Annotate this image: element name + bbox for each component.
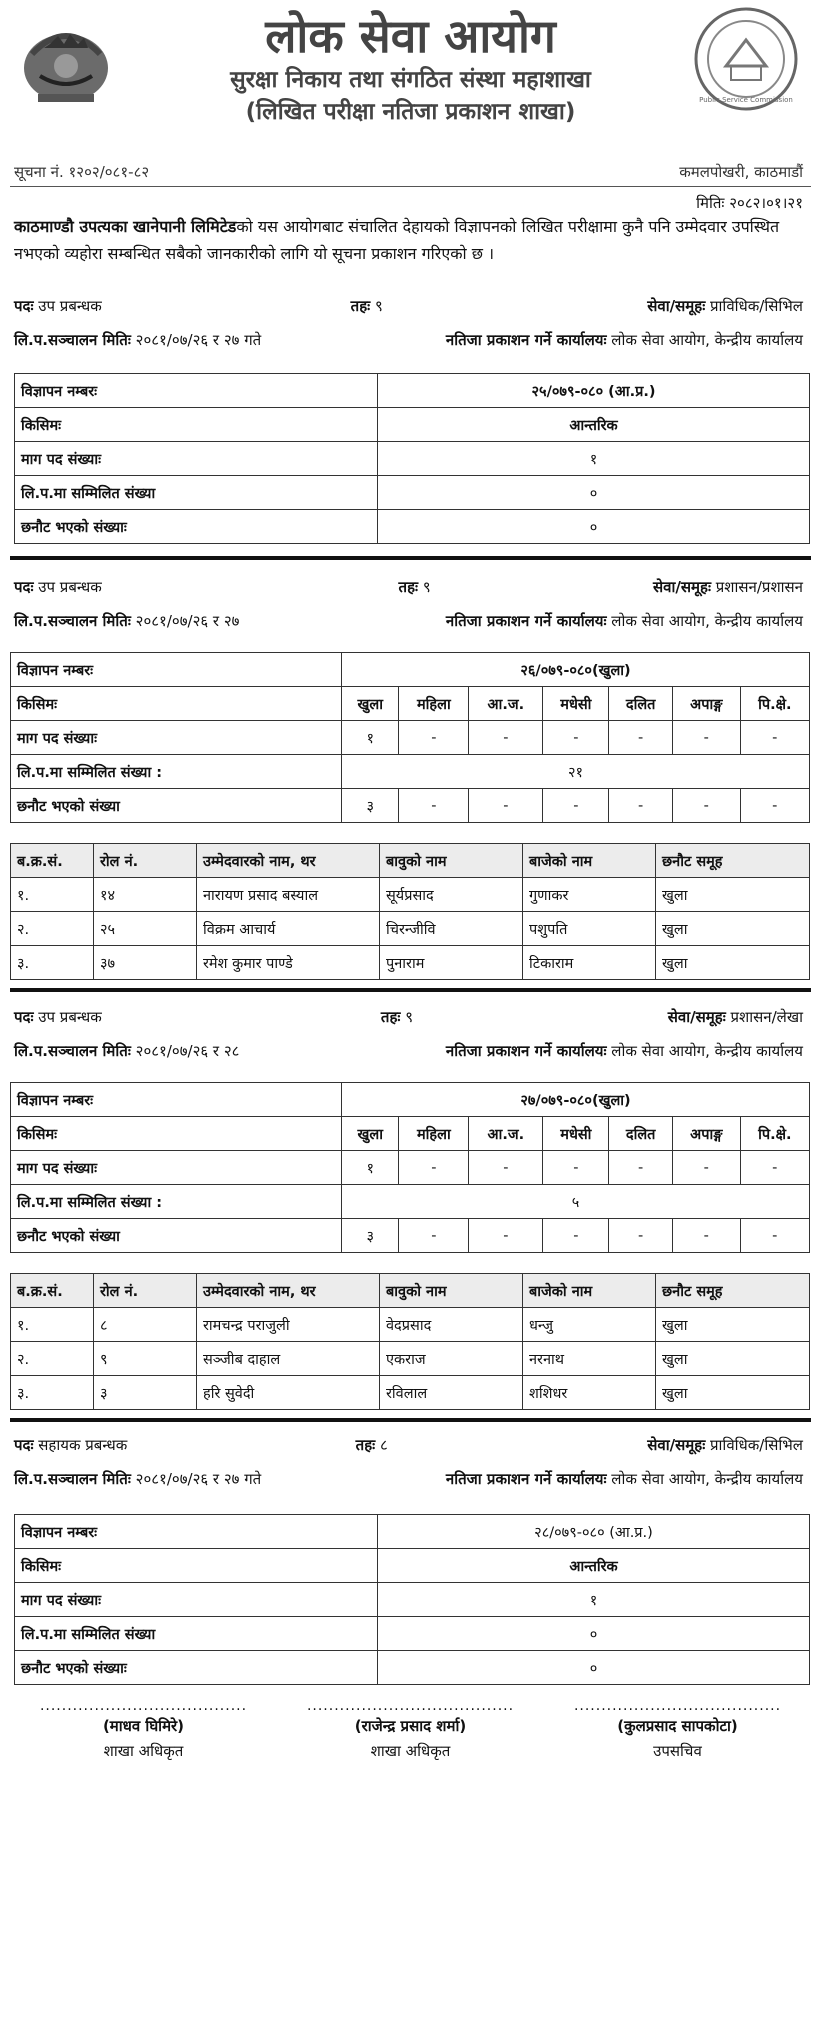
type-value: आन्तरिक bbox=[378, 1549, 810, 1583]
page-title: लोक सेवा आयोग bbox=[265, 9, 556, 63]
office-value: लोक सेवा आयोग, केन्द्रीय कार्यालय bbox=[611, 1470, 803, 1488]
cell: रामचन्द्र पराजुली bbox=[197, 1308, 380, 1342]
cell: ३ bbox=[94, 1376, 197, 1410]
demand-cell: - bbox=[469, 1151, 543, 1185]
signatory: ...................................... (माधव घिमिरे) शाखा अधिकृत bbox=[40, 1699, 247, 1763]
demand-cell: - bbox=[399, 721, 469, 755]
level-value: ९ bbox=[374, 297, 383, 315]
demand-label: माग पद संख्याः bbox=[11, 1151, 342, 1185]
exam-date-value: २०८१/०७/२६ र २७ bbox=[135, 612, 240, 630]
table-row bbox=[11, 1376, 810, 1410]
advertisement-table bbox=[10, 1082, 810, 1253]
category-cell: आ.ज. bbox=[469, 687, 543, 721]
psc-logo-icon bbox=[691, 4, 801, 114]
selected-cell: - bbox=[399, 789, 469, 823]
level-value: ९ bbox=[405, 1008, 414, 1026]
selected-cell: - bbox=[543, 789, 609, 823]
section-divider bbox=[10, 1418, 811, 1422]
type-label: किसिमः bbox=[11, 687, 342, 721]
type-value: आन्तरिक bbox=[378, 408, 810, 442]
table-row bbox=[11, 912, 810, 946]
post-value: उप प्रबन्धक bbox=[38, 297, 102, 315]
demand-cell: - bbox=[672, 721, 740, 755]
category-cell: मधेसी bbox=[543, 1117, 609, 1151]
adv-no-label: विज्ञापन नम्बरः bbox=[11, 653, 342, 687]
post-label: पदः bbox=[14, 1436, 34, 1454]
adv-no-label: विज्ञापन नम्बरः bbox=[11, 1083, 342, 1117]
notice-number: सूचना नं. १२०२/०८१-८२ bbox=[14, 163, 150, 181]
cell: धन्जु bbox=[523, 1308, 656, 1342]
post-value: उप प्रबन्धक bbox=[38, 1008, 102, 1026]
column-header: बाजेको नाम bbox=[523, 844, 656, 878]
notice-bar bbox=[10, 160, 811, 187]
intro-text: को यस आयोगबाट संचालित देहायको विज्ञापनको लिखित परीक्षामा कुनै पनि उम्मेदवार उपस्थित नभएको व्यहोरा सम्बन्धित सबैको जानकारीको लागि यो सूचना प्रकाशन गरिएको छ । bbox=[14, 217, 780, 263]
demand-cell: - bbox=[609, 721, 673, 755]
demand-label: माग पद संख्याः bbox=[15, 442, 378, 476]
selected-cell: - bbox=[740, 1219, 809, 1253]
section-title: (लिखित परीक्षा नतिजा प्रकाशन शाखा) bbox=[245, 99, 576, 125]
column-header: उम्मेदवारको नाम, थर bbox=[197, 844, 380, 878]
section-meta bbox=[10, 1000, 811, 1068]
advertisement-table bbox=[14, 373, 810, 544]
cell: ३. bbox=[11, 1376, 94, 1410]
column-header: रोल नं. bbox=[94, 1274, 197, 1308]
column-header: ब.क्र.सं. bbox=[11, 844, 94, 878]
category-cell: पि.क्षे. bbox=[740, 687, 809, 721]
appeared-label: लि.प.मा सम्मिलित संख्या : bbox=[11, 755, 342, 789]
selected-label: छनौट भएको संख्या bbox=[11, 789, 342, 823]
column-header: बाजेको नाम bbox=[523, 1274, 656, 1308]
column-header: बावुको नाम bbox=[380, 1274, 523, 1308]
cell: शशिधर bbox=[523, 1376, 656, 1410]
office-value: लोक सेवा आयोग, केन्द्रीय कार्यालय bbox=[611, 612, 803, 630]
office-label: नतिजा प्रकाशन गर्ने कार्यालयः bbox=[445, 1042, 607, 1060]
cell: वेदप्रसाद bbox=[380, 1308, 523, 1342]
demand-value: १ bbox=[378, 1583, 810, 1617]
table-row bbox=[11, 1342, 810, 1376]
section-meta bbox=[10, 570, 811, 638]
cell: टिकाराम bbox=[523, 946, 656, 980]
advertisement-table bbox=[14, 1514, 810, 1685]
nepal-emblem-icon bbox=[18, 14, 114, 110]
level-label: तहः bbox=[380, 1008, 401, 1026]
table-row bbox=[11, 1308, 810, 1342]
cell: ९ bbox=[94, 1342, 197, 1376]
demand-label: माग पद संख्याः bbox=[11, 721, 342, 755]
exam-date-label: लि.प.सञ्चालन मितिः bbox=[14, 1042, 131, 1060]
demand-cell: १ bbox=[342, 721, 399, 755]
signatory: ...................................... (राजेन्द्र प्रसाद शर्मा) शाखा अधिकृत bbox=[307, 1699, 514, 1763]
division-title: सुरक्षा निकाय तथा संगठित संस्था महाशाखा bbox=[230, 67, 591, 93]
category-cell: खुला bbox=[342, 1117, 399, 1151]
exam-date-value: २०८१/०७/२६ र २७ गते bbox=[135, 1470, 262, 1488]
cell: विक्रम आचार्य bbox=[197, 912, 380, 946]
category-cell: अपाङ्ग bbox=[672, 687, 740, 721]
level-label: तहः bbox=[355, 1436, 376, 1454]
demand-cell: - bbox=[609, 1151, 673, 1185]
section-divider bbox=[10, 556, 811, 560]
cell: नरनाथ bbox=[523, 1342, 656, 1376]
post-label: पदः bbox=[14, 578, 34, 596]
exam-date-value: २०८१/०७/२६ र २७ गते bbox=[135, 331, 262, 349]
demand-cell: - bbox=[740, 721, 809, 755]
selected-cell: - bbox=[672, 789, 740, 823]
candidate-table bbox=[10, 843, 810, 980]
column-header: छनौट समूह bbox=[656, 844, 810, 878]
appeared-label: लि.प.मा सम्मिलित संख्या bbox=[15, 1617, 378, 1651]
cell: ३. bbox=[11, 946, 94, 980]
cell: खुला bbox=[656, 1342, 810, 1376]
service-label: सेवा/समूहः bbox=[647, 1436, 706, 1454]
demand-value: १ bbox=[378, 442, 810, 476]
demand-cell: १ bbox=[342, 1151, 399, 1185]
selected-cell: - bbox=[399, 1219, 469, 1253]
table-row bbox=[11, 878, 810, 912]
exam-date-label: लि.प.सञ्चालन मितिः bbox=[14, 1470, 131, 1488]
appeared-label: लि.प.मा सम्मिलित संख्या : bbox=[11, 1185, 342, 1219]
intro-paragraph bbox=[10, 213, 811, 267]
section-meta bbox=[10, 289, 811, 357]
cell: १४ bbox=[94, 878, 197, 912]
selected-cell: ३ bbox=[342, 1219, 399, 1253]
post-label: पदः bbox=[14, 1008, 34, 1026]
demand-cell: - bbox=[543, 1151, 609, 1185]
signatory-post: शाखा अधिकृत bbox=[370, 1742, 451, 1760]
column-header: छनौट समूह bbox=[656, 1274, 810, 1308]
selected-value: ० bbox=[378, 510, 810, 544]
psc-logo-text: Public Service Commission bbox=[699, 96, 793, 104]
cell: खुला bbox=[656, 878, 810, 912]
cell: ३७ bbox=[94, 946, 197, 980]
organization-name: काठमाण्डौ उपत्यका खानेपानी लिमिटेड bbox=[14, 217, 237, 236]
category-cell: दलित bbox=[609, 1117, 673, 1151]
exam-date-value: २०८१/०७/२६ र २८ bbox=[135, 1042, 240, 1060]
selected-cell: - bbox=[609, 789, 673, 823]
category-cell: अपाङ्ग bbox=[672, 1117, 740, 1151]
cell: नारायण प्रसाद बस्याल bbox=[197, 878, 380, 912]
service-value: प्रशासन/लेखा bbox=[730, 1008, 803, 1026]
notice-location: कमलपोखरी, काठमाडौं bbox=[679, 163, 803, 181]
selected-label: छनौट भएको संख्याः bbox=[15, 1651, 378, 1685]
selected-label: छनौट भएको संख्या bbox=[11, 1219, 342, 1253]
post-label: पदः bbox=[14, 297, 34, 315]
selected-cell: - bbox=[469, 789, 543, 823]
appeared-value: ० bbox=[378, 476, 810, 510]
selected-cell: - bbox=[672, 1219, 740, 1253]
adv-no-label: विज्ञापन नम्बरः bbox=[15, 374, 378, 408]
cell: रमेश कुमार पाण्डे bbox=[197, 946, 380, 980]
cell: चिरन्जीवि bbox=[380, 912, 523, 946]
cell: हरि सुवेदी bbox=[197, 1376, 380, 1410]
cell: २. bbox=[11, 912, 94, 946]
adv-no-value: २६/०७९-०८०(खुला) bbox=[342, 653, 810, 687]
level-label: तहः bbox=[350, 297, 371, 315]
selected-value: ० bbox=[378, 1651, 810, 1685]
category-cell: महिला bbox=[399, 687, 469, 721]
adv-no-value: २५/०७९-०८० (आ.प्र.) bbox=[378, 374, 810, 408]
type-label: किसिमः bbox=[15, 1549, 378, 1583]
cell: रविलाल bbox=[380, 1376, 523, 1410]
cell: २. bbox=[11, 1342, 94, 1376]
column-header: ब.क्र.सं. bbox=[11, 1274, 94, 1308]
cell: २५ bbox=[94, 912, 197, 946]
service-value: प्रशासन/प्रशासन bbox=[715, 578, 803, 596]
notice-date: मितिः २०८२।०१।२१ bbox=[696, 194, 803, 212]
demand-cell: - bbox=[740, 1151, 809, 1185]
cell: खुला bbox=[656, 1376, 810, 1410]
category-cell: महिला bbox=[399, 1117, 469, 1151]
cell: एकराज bbox=[380, 1342, 523, 1376]
appeared-value: ० bbox=[378, 1617, 810, 1651]
signatory-post: शाखा अधिकृत bbox=[103, 1742, 184, 1760]
service-value: प्राविधिक/सिभिल bbox=[710, 297, 803, 315]
office-label: नतिजा प्रकाशन गर्ने कार्यालयः bbox=[445, 612, 607, 630]
cell: सञ्जीब दाहाल bbox=[197, 1342, 380, 1376]
demand-cell: - bbox=[543, 721, 609, 755]
exam-date-label: लि.प.सञ्चालन मितिः bbox=[14, 612, 131, 630]
adv-no-label: विज्ञापन नम्बरः bbox=[15, 1515, 378, 1549]
selected-cell: - bbox=[543, 1219, 609, 1253]
table-row bbox=[11, 946, 810, 980]
header bbox=[10, 0, 811, 160]
office-label: नतिजा प्रकाशन गर्ने कार्यालयः bbox=[445, 1470, 607, 1488]
signatory-post: उपसचिव bbox=[653, 1742, 702, 1760]
cell: ८ bbox=[94, 1308, 197, 1342]
signatory-name: (राजेन्द्र प्रसाद शर्मा) bbox=[354, 1717, 467, 1735]
signatory-name: (कुलप्रसाद सापकोटा) bbox=[617, 1717, 738, 1735]
office-label: नतिजा प्रकाशन गर्ने कार्यालयः bbox=[445, 331, 607, 349]
cell: गुणाकर bbox=[523, 878, 656, 912]
adv-no-value: २७/०७९-०८०(खुला) bbox=[342, 1083, 810, 1117]
signature-block bbox=[10, 1699, 811, 1763]
section-divider bbox=[10, 988, 811, 992]
cell: १. bbox=[11, 878, 94, 912]
appeared-label: लि.प.मा सम्मिलित संख्या bbox=[15, 476, 378, 510]
appeared-value: ५ bbox=[342, 1185, 810, 1219]
level-value: ९ bbox=[422, 578, 431, 596]
demand-label: माग पद संख्याः bbox=[15, 1583, 378, 1617]
column-header: उम्मेदवारको नाम, थर bbox=[197, 1274, 380, 1308]
advertisement-table bbox=[10, 652, 810, 823]
selected-cell: - bbox=[469, 1219, 543, 1253]
level-label: तहः bbox=[398, 578, 419, 596]
level-value: ८ bbox=[379, 1436, 388, 1454]
cell: पुनाराम bbox=[380, 946, 523, 980]
post-value: सहायक प्रबन्धक bbox=[38, 1436, 128, 1454]
cell: १. bbox=[11, 1308, 94, 1342]
cell: खुला bbox=[656, 1308, 810, 1342]
cell: सूर्यप्रसाद bbox=[380, 878, 523, 912]
demand-cell: - bbox=[672, 1151, 740, 1185]
cell: खुला bbox=[656, 912, 810, 946]
service-label: सेवा/समूहः bbox=[647, 297, 706, 315]
service-label: सेवा/समूहः bbox=[667, 1008, 726, 1026]
service-label: सेवा/समूहः bbox=[653, 578, 711, 596]
signatory: ...................................... (कुलप्रसाद सापकोटा) उपसचिव bbox=[574, 1699, 781, 1763]
selected-cell: - bbox=[740, 789, 809, 823]
section-meta bbox=[10, 1428, 811, 1496]
column-header: रोल नं. bbox=[94, 844, 197, 878]
cell: खुला bbox=[656, 946, 810, 980]
category-cell: खुला bbox=[342, 687, 399, 721]
demand-cell: - bbox=[399, 1151, 469, 1185]
office-value: लोक सेवा आयोग, केन्द्रीय कार्यालय bbox=[611, 1042, 803, 1060]
type-label: किसिमः bbox=[15, 408, 378, 442]
category-cell: मधेसी bbox=[543, 687, 609, 721]
selected-label: छनौट भएको संख्याः bbox=[15, 510, 378, 544]
service-value: प्राविधिक/सिभिल bbox=[710, 1436, 803, 1454]
selected-cell: - bbox=[609, 1219, 673, 1253]
post-value: उप प्रबन्धक bbox=[38, 578, 102, 596]
exam-date-label: लि.प.सञ्चालन मितिः bbox=[14, 331, 131, 349]
office-value: लोक सेवा आयोग, केन्द्रीय कार्यालय bbox=[611, 331, 803, 349]
signatory-name: (माधव घिमिरे) bbox=[102, 1717, 185, 1735]
category-cell: दलित bbox=[609, 687, 673, 721]
demand-cell: - bbox=[469, 721, 543, 755]
category-cell: पि.क्षे. bbox=[740, 1117, 809, 1151]
category-cell: आ.ज. bbox=[469, 1117, 543, 1151]
candidate-table bbox=[10, 1273, 810, 1410]
adv-no-value: २८/०७९-०८० (आ.प्र.) bbox=[378, 1515, 810, 1549]
appeared-value: २१ bbox=[342, 755, 810, 789]
selected-cell: ३ bbox=[342, 789, 399, 823]
column-header: बावुको नाम bbox=[380, 844, 523, 878]
cell: पशुपति bbox=[523, 912, 656, 946]
type-label: किसिमः bbox=[11, 1117, 342, 1151]
